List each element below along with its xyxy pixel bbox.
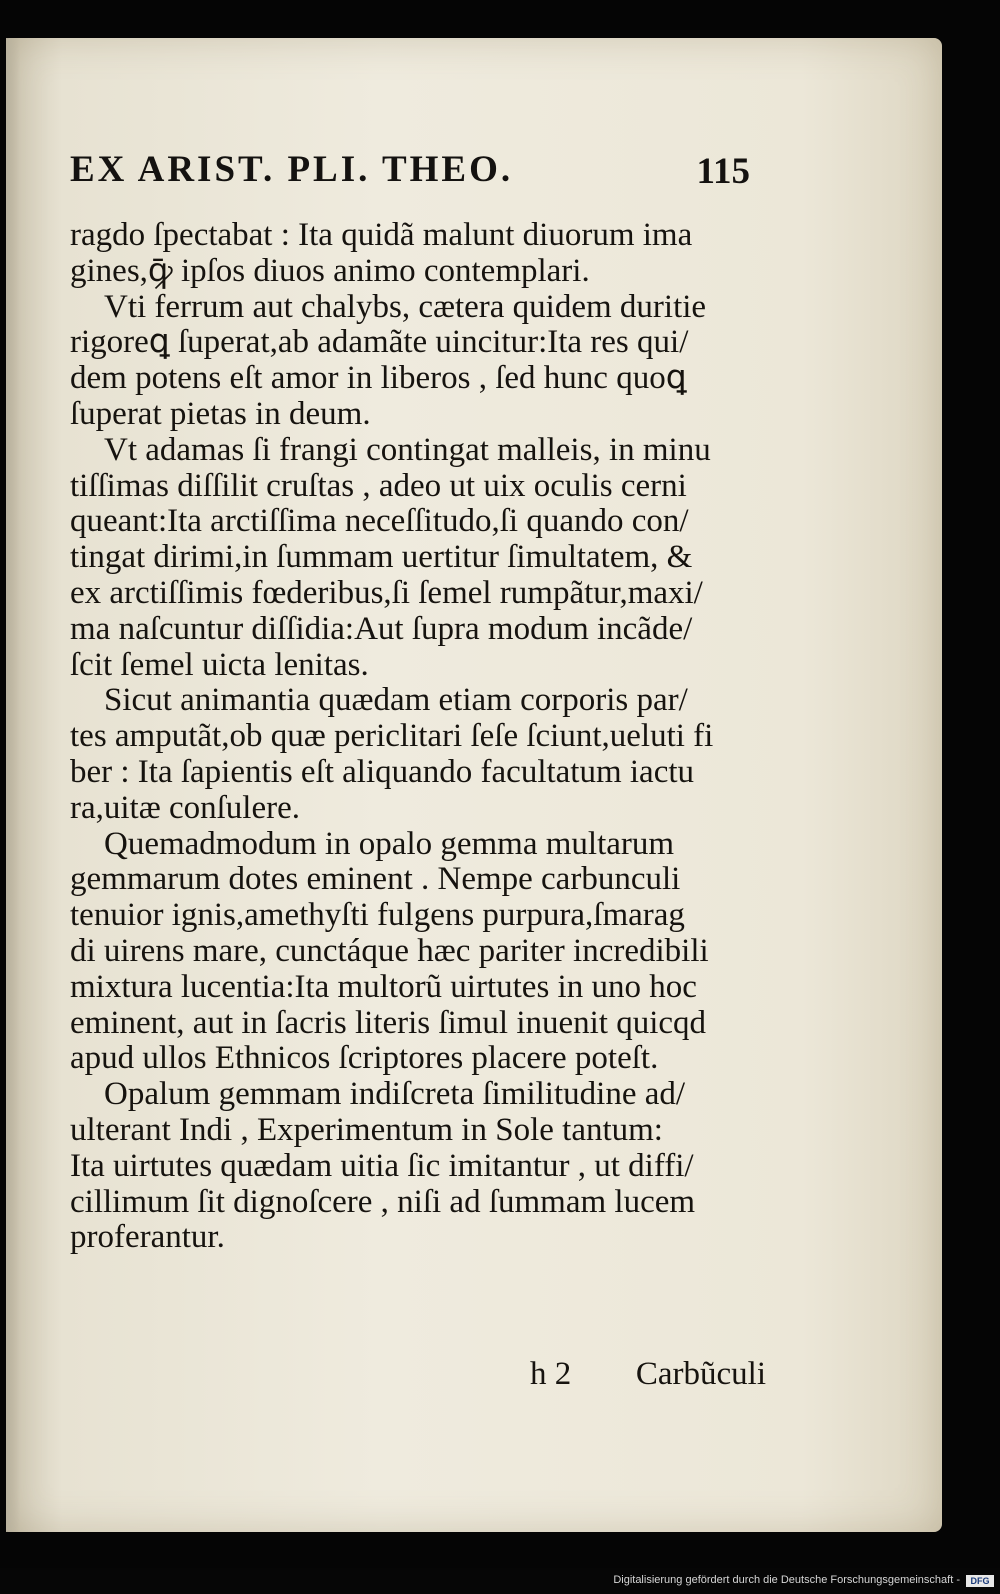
page-gutter-shadow: [6, 38, 20, 1532]
page-number: 115: [696, 151, 750, 192]
body-text: [70, 218, 770, 1256]
text-line: ra,uitæ conſulere.: [70, 789, 301, 826]
text-line: gemmarum dotes eminent . Nempe carbunculi: [70, 861, 681, 898]
page-foot: [70, 1356, 766, 1396]
text-line: ſcit ſemel uicta lenitas.: [70, 646, 369, 683]
text-line: tingat dirimi,in ſummam uertitur ſimultatem, &: [70, 539, 693, 576]
digitization-footer: [0, 1568, 1000, 1594]
text-line: Opalum gemmam indiſcreta ſimilitudine ad/: [104, 1076, 686, 1113]
running-title: EX ARIST. PLI. THEO.: [70, 149, 514, 190]
text-line: ragdo ſpectabat : Ita quidã malunt diuorum ima: [70, 217, 693, 253]
text-line: eminent, aut in ſacris literis ſimul inuenit quicqd: [70, 1004, 707, 1041]
book-page: [6, 38, 942, 1532]
text-line: ma naſcuntur diſſidia:Aut ſupra modum incãde/: [70, 610, 693, 647]
text-line: mixtura lucentia:Ita multorũ uirtutes in uno hoc: [70, 968, 697, 1005]
dfg-logo: DFG: [966, 1575, 994, 1587]
text-line: Vti ferrum aut chalybs, cætera quidem duritie: [104, 288, 707, 325]
catchword: Carbũculi: [635, 1356, 766, 1392]
text-line: rigoreꝗ ſuperat,ab adamãte uincitur:Ita res qui/: [70, 324, 689, 361]
text-line: Sicut animantia quædam etiam corporis par/: [104, 682, 688, 719]
text-line: ulterant Indi , Experimentum in Sole tantum:: [70, 1111, 663, 1148]
text-line: Vt adamas ſi frangi contingat malleis, in minu: [104, 431, 711, 468]
text-line: tiſſimas diſſilit cruſtas , adeo ut uix oculis cerni: [70, 467, 687, 504]
funding-credit: Digitalisierung gefördert durch die Deutsche Forschungsgemeinschaft -: [613, 1574, 960, 1586]
text-line: di uirens mare, cunctáque hæc pariter incredibili: [70, 932, 709, 969]
text-line: apud ullos Ethnicos ſcriptores placere poteſt.: [70, 1040, 659, 1077]
text-line: tenuior ignis,amethyſti fulgens purpura,ſmarag: [70, 897, 685, 934]
text-line: ſuperat pietas in deum.: [70, 395, 371, 432]
text-line: proferantur.: [70, 1219, 225, 1256]
text-line: ber : Ita ſapientis eſt aliquando facultatum iactu: [70, 753, 695, 790]
text-line: tes amputãt,ob quæ periclitari ſeſe ſciunt,ueluti fi: [70, 718, 714, 755]
text-line: queant:Ita arctiſſima neceſſitudo,ſi quando con/: [70, 503, 689, 540]
text-line: cillimum ſit dignoſcere , niſi ad ſummam lucem: [70, 1183, 696, 1220]
running-header: [70, 148, 750, 208]
text-line: gines,ꝙ̄ ipſos diuos animo contemplari.: [70, 252, 590, 289]
text-line: Ita uirtutes quædam uitia ſic imitantur , ut diffi/: [70, 1147, 694, 1184]
text-line: Quemadmodum in opalo gemma multarum: [104, 825, 675, 862]
signature-mark: h 2: [530, 1356, 572, 1392]
text-line: dem potens eſt amor in liberos , ſed hunc quoꝗ: [70, 360, 687, 397]
text-line: ex arctiſſimis fœderibus,ſi ſemel rumpãtur,maxi/: [70, 574, 703, 611]
